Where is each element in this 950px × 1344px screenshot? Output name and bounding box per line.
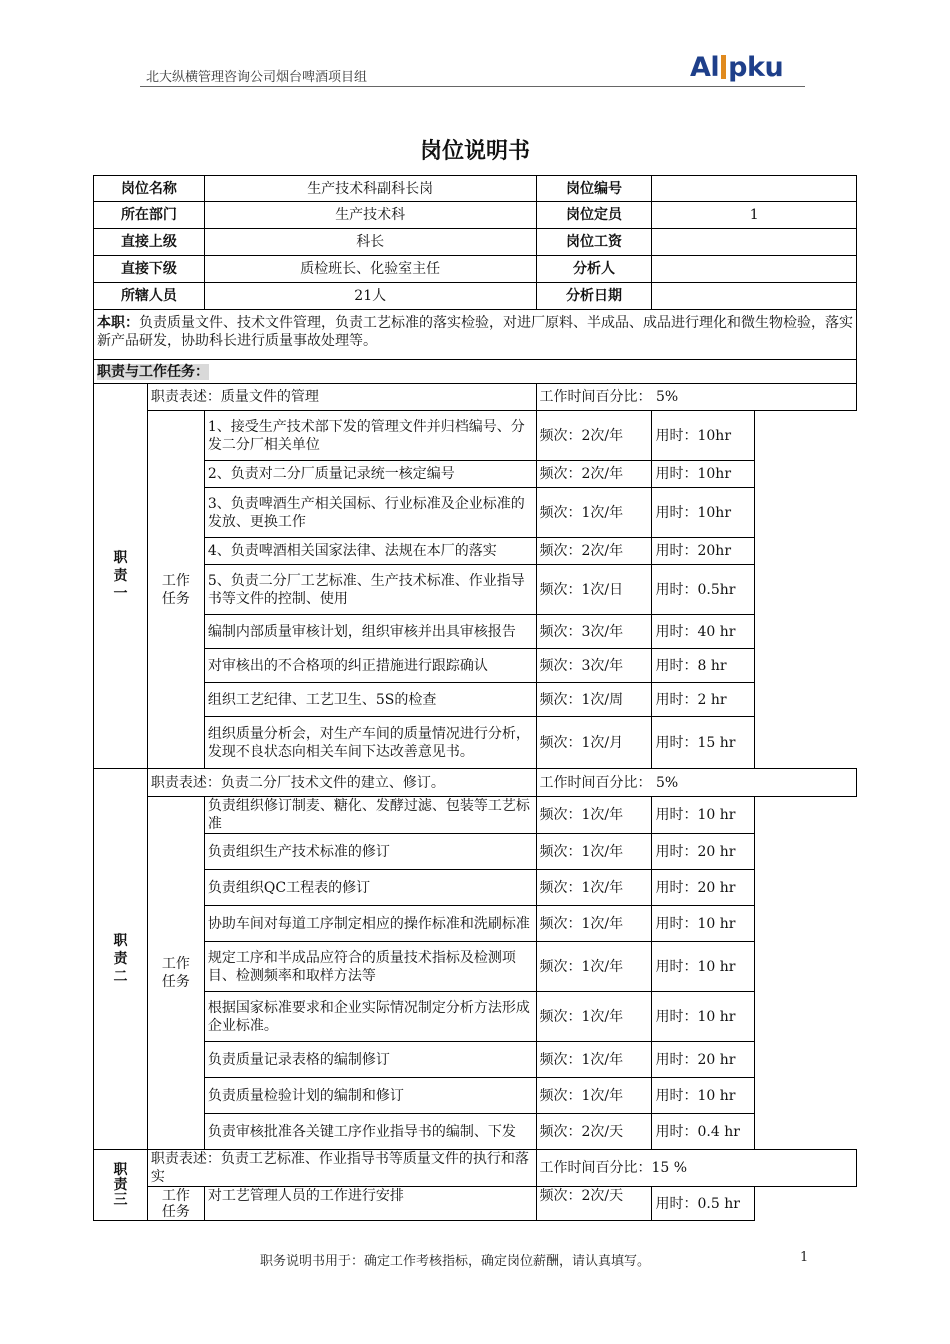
tasks-heading [94,360,857,384]
task-row [94,1042,857,1078]
task-row [94,834,857,870]
resp3-desc: 职责表述：负责工艺标准、作业指导书等质量文件的执行和落实 [147,1150,536,1187]
task-row [94,797,857,834]
info-row [94,256,857,283]
task-text: 1、接受生产技术部下发的管理文件并归档编号、分发二分厂相关单位 [204,411,536,461]
resp2-label-text: 职责二 [113,933,128,985]
task-row [94,461,857,488]
task-duration: 用时：0.5 hr [652,1187,755,1221]
task-duration: 用时：10 hr [652,1078,755,1114]
info-value: 1 [652,202,857,229]
tasks-heading-row [94,360,857,384]
resp-desc-row [94,1150,857,1187]
info-label: 分析人 [536,256,652,283]
task-frequency: 频次：1次/年 [536,906,652,942]
task-frequency: 频次：3次/年 [536,649,652,683]
info-value: 生产技术科副科长岗 [204,176,536,202]
info-label: 岗位定员 [536,202,652,229]
info-label: 直接上级 [94,229,205,256]
task-text: 对审核出的不合格项的纠正措施进行跟踪确认 [204,649,536,683]
tasks-heading-text: 职责与工作任务： [97,363,209,380]
resp3-label [94,1150,148,1221]
header-divider [140,86,805,87]
task-row [94,411,857,461]
task-text: 2、负责对二分厂质量记录统一核定编号 [204,461,536,488]
info-value [652,283,857,310]
task-duration: 用时：2 hr [652,683,755,717]
task-text: 对工艺管理人员的工作进行安排 [204,1187,536,1221]
task-duration: 用时：10hr [652,488,755,538]
task-text: 负责组织修订制麦、糖化、发酵过滤、包装等工艺标准 [204,797,536,834]
resp2-task-label-text: 工作任务 [161,956,190,990]
task-text: 编制内部质量审核计划，组织审核并出具审核报告 [204,615,536,649]
job-description-table [93,175,857,1221]
info-value: 21人 [204,283,536,310]
duty-text: 负责质量文件、技术文件管理，负责工艺标准的落实检验，对进厂原料、半成品、成品进行理化和微生物检验，落实新产品研发，协助科长进行质量事故处理等。 [97,315,853,349]
task-frequency: 频次：1次/年 [536,992,652,1042]
resp2-pct: 工作时间百分比： 5% [536,769,856,797]
info-label: 岗位工资 [536,229,652,256]
task-row [94,565,857,615]
task-row [94,649,857,683]
resp3-task-label-text: 工作任务 [161,1187,190,1220]
resp3-task-label [147,1187,204,1221]
task-row [94,992,857,1042]
task-text: 负责质量检验计划的编制和修订 [204,1078,536,1114]
task-row [94,906,857,942]
task-row [94,1187,857,1221]
task-duration: 用时：10 hr [652,906,755,942]
task-frequency: 频次：2次/天 [536,1114,652,1150]
task-row [94,683,857,717]
resp3-pct: 工作时间百分比：15 % [536,1150,856,1187]
info-value: 质检班长、化验室主任 [204,256,536,283]
logo-text-right: pku [728,52,784,83]
task-frequency: 频次：1次/周 [536,683,652,717]
info-value: 生产技术科 [204,202,536,229]
task-duration: 用时：0.4 hr [652,1114,755,1150]
resp-desc-row [94,769,857,797]
task-text: 3、负责啤酒生产相关国标、行业标准及企业标准的发放、更换工作 [204,488,536,538]
duty-cell [94,310,857,360]
resp2-label [94,769,148,1150]
task-duration: 用时：20 hr [652,834,755,870]
task-row [94,942,857,992]
task-frequency: 频次：1次/日 [536,565,652,615]
task-duration: 用时：40 hr [652,615,755,649]
info-label: 岗位编号 [536,176,652,202]
task-row [94,1114,857,1150]
logo-text-left: Al [690,52,720,83]
info-label: 所辖人员 [94,283,205,310]
task-text: 负责质量记录表格的编制修订 [204,1042,536,1078]
task-frequency: 频次：2次/年 [536,461,652,488]
task-text: 负责组织生产技术标准的修订 [204,834,536,870]
task-frequency: 频次：3次/年 [536,615,652,649]
task-row [94,538,857,565]
duty-label: 本职： [97,315,139,331]
task-text: 规定工序和半成品应符合的质量技术指标及检测项目、检测频率和取样方法等 [204,942,536,992]
resp1-label [94,384,148,769]
info-row [94,202,857,229]
company-logo [690,52,783,83]
resp1-desc: 职责表述：质量文件的管理 [147,384,536,411]
task-frequency: 频次：2次/年 [536,538,652,565]
info-value [652,229,857,256]
task-duration: 用时：10hr [652,461,755,488]
task-duration: 用时：10 hr [652,942,755,992]
task-duration: 用时：20 hr [652,1042,755,1078]
task-text: 负责组织QC工程表的修订 [204,870,536,906]
task-duration: 用时：10 hr [652,797,755,834]
info-value [652,176,857,202]
info-value [652,256,857,283]
logo-bar [721,55,726,79]
info-row [94,176,857,202]
task-frequency: 频次：1次/年 [536,942,652,992]
info-row [94,283,857,310]
header-organization: 北大纵横管理咨询公司烟台啤酒项目组 [146,70,368,85]
resp3-label-text: 职责三 [113,1161,128,1208]
info-label: 分析日期 [536,283,652,310]
task-text: 负责审核批准各关键工序作业指导书的编制、下发 [204,1114,536,1150]
task-text: 5、负责二分厂工艺标准、生产技术标准、作业指导书等文件的控制、使用 [204,565,536,615]
task-frequency: 频次：1次/年 [536,1042,652,1078]
resp2-desc: 职责表述：负责二分厂技术文件的建立、修订。 [147,769,536,797]
resp1-task-label [147,411,204,769]
info-label: 直接下级 [94,256,205,283]
task-duration: 用时：10 hr [652,992,755,1042]
task-duration: 用时：8 hr [652,649,755,683]
info-label: 岗位名称 [94,176,205,202]
resp1-pct: 工作时间百分比： 5% [536,384,856,411]
task-row [94,615,857,649]
info-value: 科长 [204,229,536,256]
task-text: 4、负责啤酒相关国家法律、法规在本厂的落实 [204,538,536,565]
task-text: 组织质量分析会，对生产车间的质量情况进行分析，发现不良状态向相关车间下达改善意见书。 [204,717,536,769]
page-title: 岗位说明书 [419,139,530,164]
duty-row [94,310,857,360]
task-frequency: 频次：1次/月 [536,717,652,769]
resp-desc-row [94,384,857,411]
task-row [94,870,857,906]
resp2-task-label [147,797,204,1150]
task-frequency: 频次：2次/年 [536,411,652,461]
task-frequency: 频次：1次/年 [536,797,652,834]
task-duration: 用时：20hr [652,538,755,565]
task-duration: 用时：20 hr [652,870,755,906]
task-duration: 用时：10hr [652,411,755,461]
footer-note: 职务说明书用于：确定工作考核指标，确定岗位薪酬，请认真填写。 [260,1254,651,1269]
task-frequency: 频次：1次/年 [536,834,652,870]
info-label: 所在部门 [94,202,205,229]
task-frequency: 频次：1次/年 [536,1078,652,1114]
task-text: 根据国家标准要求和企业实际情况制定分析方法形成企业标准。 [204,992,536,1042]
task-row [94,488,857,538]
task-text: 协助车间对每道工序制定相应的操作标准和洗刷标准 [204,906,536,942]
page-number: 1 [800,1250,809,1265]
task-row [94,717,857,769]
task-text: 组织工艺纪律、工艺卫生、5S的检查 [204,683,536,717]
resp1-label-text: 职责一 [113,550,128,602]
info-row [94,229,857,256]
task-frequency: 频次：2次/天 [536,1187,652,1221]
task-row [94,1078,857,1114]
task-frequency: 频次：1次/年 [536,870,652,906]
resp1-task-label-text: 工作任务 [161,572,190,607]
task-duration: 用时：15 hr [652,717,755,769]
task-frequency: 频次：1次/年 [536,488,652,538]
task-duration: 用时：0.5hr [652,565,755,615]
